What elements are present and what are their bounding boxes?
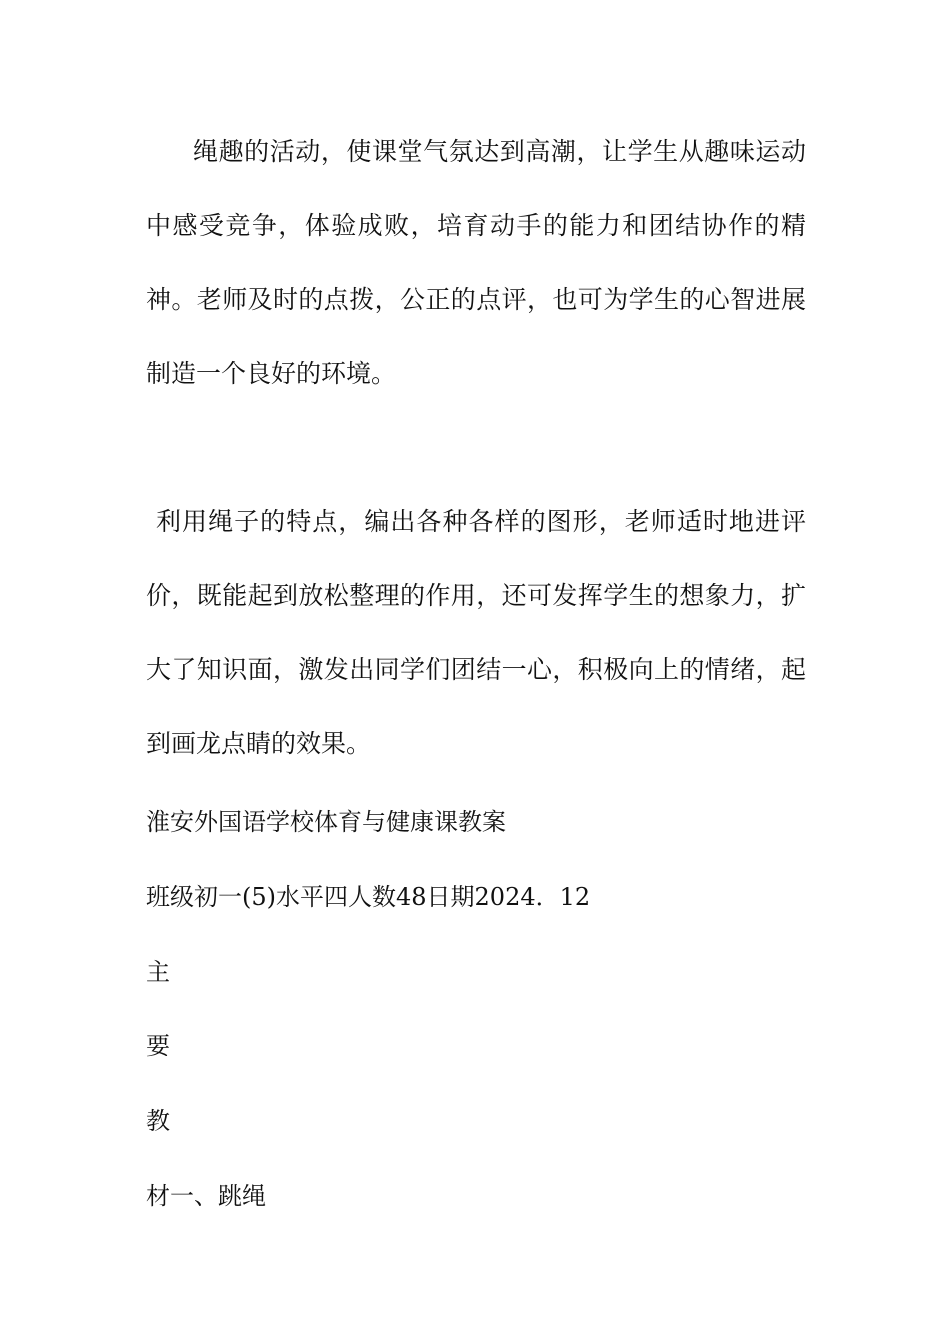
- main-material-label-char-1: 主: [146, 958, 170, 986]
- main-material-label-char-2: 要: [146, 1032, 170, 1060]
- main-material-label-char-4: 材一、跳绳: [146, 1182, 266, 1210]
- lesson-plan-title: 淮安外国语学校体育与健康课教案: [146, 808, 506, 836]
- paragraph-rope-shapes: 利用绳子的特点，编出各种各样的图形，老师适时地进评价，既能起到放松整理的作用，还可发挥学生的想象力，扩大了知识面，激发出同学们团结一心，积极向上的情绪，起到画龙点睛的效果。: [146, 507, 806, 758]
- paragraph-rope-activity: 绳趣的活动，使课堂气氛达到高潮，让学生从趣味运动中感受竞争，体验成败，培育动手的能力和团结协作的精神。老师及时的点拨，公正的点评，也可为学生的心智进展制造一个良好的环境。: [146, 137, 806, 388]
- main-material-label-char-3: 教: [146, 1107, 170, 1135]
- class-info-line: 班级初一(5)水平四人数48日期2024．12: [146, 883, 591, 911]
